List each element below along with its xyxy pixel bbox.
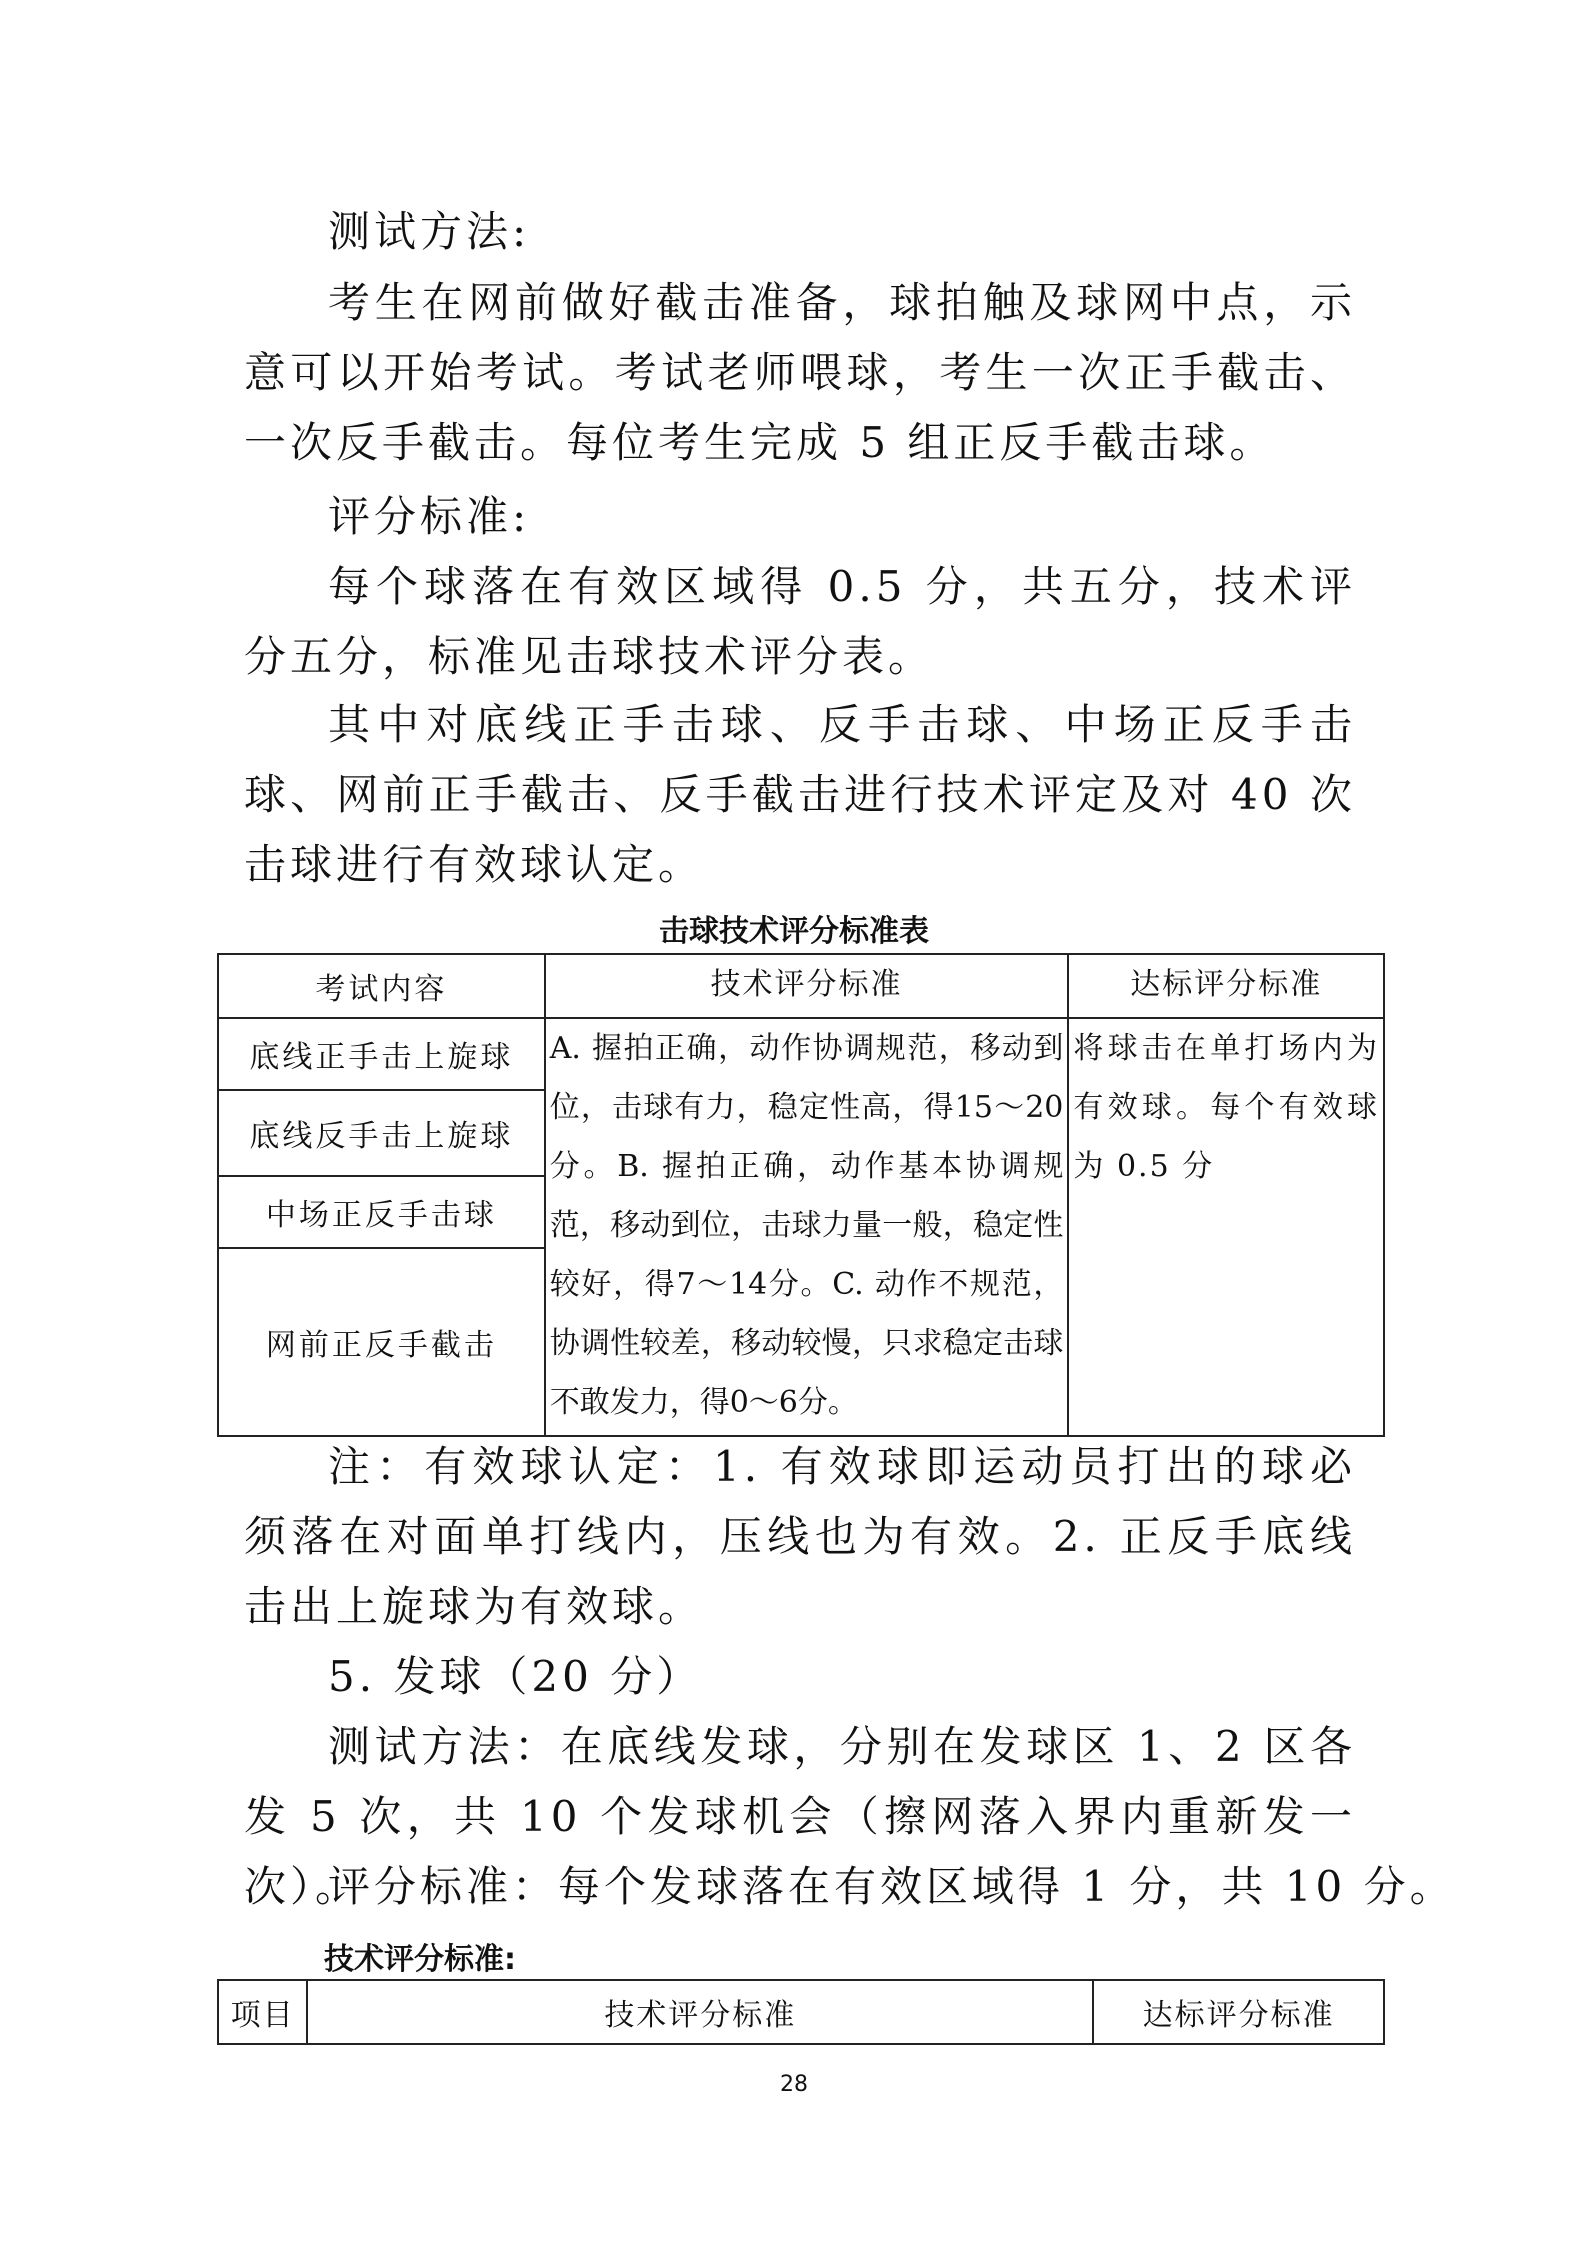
assessment-paragraph: 其中对底线正手击球、反手击球、中场正反手击球、网前正手截击、反手截击进行技术评定及对 40 次击球进行有效球认定。	[244, 700, 1356, 889]
table-row	[218, 1018, 1384, 1090]
table-header-cell: 技术评分标准	[545, 954, 1069, 1018]
serve-scoring-table	[217, 1979, 1385, 2045]
serve-heading: 5. 发球（20 分）	[328, 1652, 703, 1701]
page-number: 28	[780, 2072, 808, 2097]
table-header-cell: 达标评分标准	[1093, 1980, 1384, 2044]
exam-item-cell: 网前正反手截击	[218, 1248, 545, 1436]
standard-criteria-cell: 将球击在单打场内为有效球。每个有效球为 0.5 分	[1068, 1018, 1384, 1436]
table-header-cell: 达标评分标准	[1068, 954, 1384, 1018]
test-method-heading: 测试方法:	[328, 207, 531, 256]
technique-criteria-cell: A. 握拍正确，动作协调规范，移动到位，击球有力，稳定性高，得15～20分。B. 握拍正确，动作基本协调规范，移动到位，击球力量一般，稳定性较好，得7～14分。C. 动作不规范，协调性较差，移动较慢，只求稳定击球不敢发力，得0～6分。	[545, 1018, 1069, 1436]
table-header-row	[218, 1980, 1384, 2044]
valid-ball-note: 注：有效球认定：1. 有效球即运动员打出的球必须落在对面单打线内，压线也为有效。2. 正反手底线击出上旋球为有效球。	[244, 1442, 1356, 1631]
table-header-cell: 考试内容	[218, 954, 545, 1018]
scoring-heading: 评分标准:	[328, 492, 531, 541]
table-header-cell: 项目	[218, 1980, 307, 2044]
exam-item-cell: 底线反手击上旋球	[218, 1090, 545, 1176]
test-method-paragraph: 考生在网前做好截击准备，球拍触及球网中点，示意可以开始考试。考试老师喂球，考生一次正手截击、一次反手截击。每位考生完成 5 组正反手截击球。	[244, 278, 1356, 467]
exam-item-cell: 底线正手击上旋球	[218, 1018, 545, 1090]
table-caption: 击球技术评分标准表	[659, 914, 929, 949]
serve-scoring-paragraph: 评分标准：每个发球落在有效区域得 1 分，共 10 分。	[328, 1862, 1456, 1911]
technique-scoring-title: 技术评分标准:	[324, 1942, 516, 1977]
exam-item-cell: 中场正反手击球	[218, 1176, 545, 1248]
table-header-cell: 技术评分标准	[307, 1980, 1093, 2044]
scoring-paragraph: 每个球落在有效区域得 0.5 分，共五分，技术评分五分，标准见击球技术评分表。	[244, 562, 1356, 681]
stroke-scoring-table	[217, 953, 1385, 1437]
serve-method-paragraph: 测试方法：在底线发球，分别在发球区 1、2 区各发 5 次，共 10 个发球机会（擦网落入界内重新发一次）。	[244, 1722, 1356, 1911]
table-header-row	[218, 954, 1384, 1018]
